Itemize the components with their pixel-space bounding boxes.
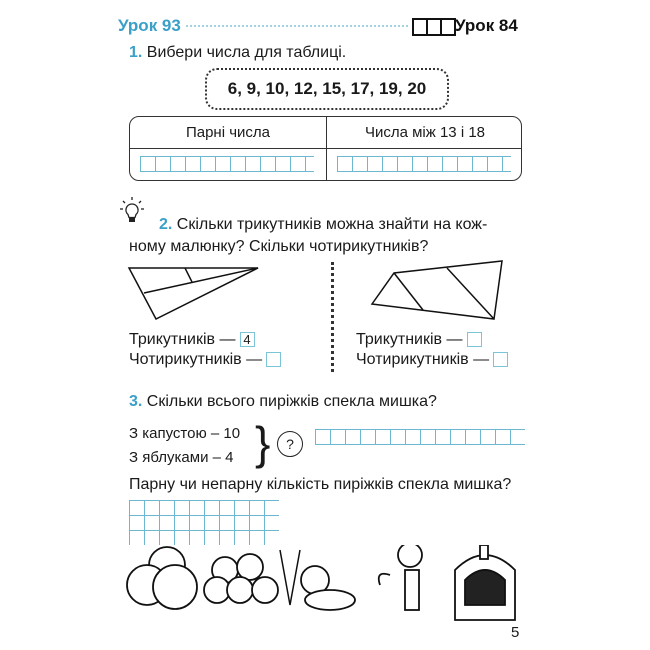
answer-grid-parity[interactable] <box>129 500 279 545</box>
brace: } <box>255 417 271 469</box>
apples-icon <box>204 554 278 603</box>
column-header-even: Парні числа <box>130 117 326 149</box>
figure1-answers <box>129 330 281 370</box>
divider-dotted <box>331 262 334 372</box>
task2-text-line2: ному малюнку? Скільки чотирикутників? <box>129 238 429 255</box>
figure-1 <box>129 268 258 319</box>
triangles-label: Трикутників — <box>129 331 236 348</box>
page-number: 5 <box>511 624 520 641</box>
cabbage-count: З капустою – 10 <box>129 425 241 442</box>
pie-icon <box>301 566 355 610</box>
oven-icon <box>455 545 515 620</box>
question-circle: ? <box>277 431 303 457</box>
apple-count: З яблуками – 4 <box>129 449 234 466</box>
task2-number: 2. <box>159 216 173 233</box>
figure-2 <box>372 261 502 319</box>
lesson-title-right: Урок 84 <box>455 16 518 35</box>
cabbage-icon <box>127 547 197 609</box>
figure2-answers <box>356 330 508 370</box>
task3-text: Скільки всього пиріжків спекла мишка? <box>146 393 437 410</box>
quads-label: Чотирикутників — <box>356 351 490 368</box>
triangles-answer-box[interactable]: 4 <box>240 332 255 347</box>
triangles-answer-box[interactable] <box>467 332 482 347</box>
quads-label: Чотирикутників — <box>129 351 263 368</box>
answer-grid-sum[interactable] <box>315 429 525 445</box>
illustrations <box>125 545 545 625</box>
task2-text-line1: Скільки трикутників можна знайти на кож- <box>176 216 488 233</box>
task3-prompt <box>129 393 437 411</box>
pie-counts <box>129 422 240 470</box>
task3-number: 3. <box>129 393 143 410</box>
quads-answer-box[interactable] <box>493 352 508 367</box>
task3-followup: Парну чи непарну кількість пиріжків спекла мишка? <box>129 476 512 493</box>
lesson-title-left: Урок 93 <box>118 16 181 35</box>
task1-text: Вибери числа для таблиці. <box>146 44 347 61</box>
triangles-label: Трикутників — <box>356 331 463 348</box>
numbers-set: 6, 9, 10, 12, 15, 17, 19, 20 <box>205 68 449 110</box>
quads-answer-box[interactable] <box>266 352 281 367</box>
wheat-icon <box>280 550 300 605</box>
mouse-chef-icon <box>379 545 422 610</box>
column-header-between: Числа між 13 і 18 <box>327 117 522 149</box>
task1-number: 1. <box>129 44 143 61</box>
